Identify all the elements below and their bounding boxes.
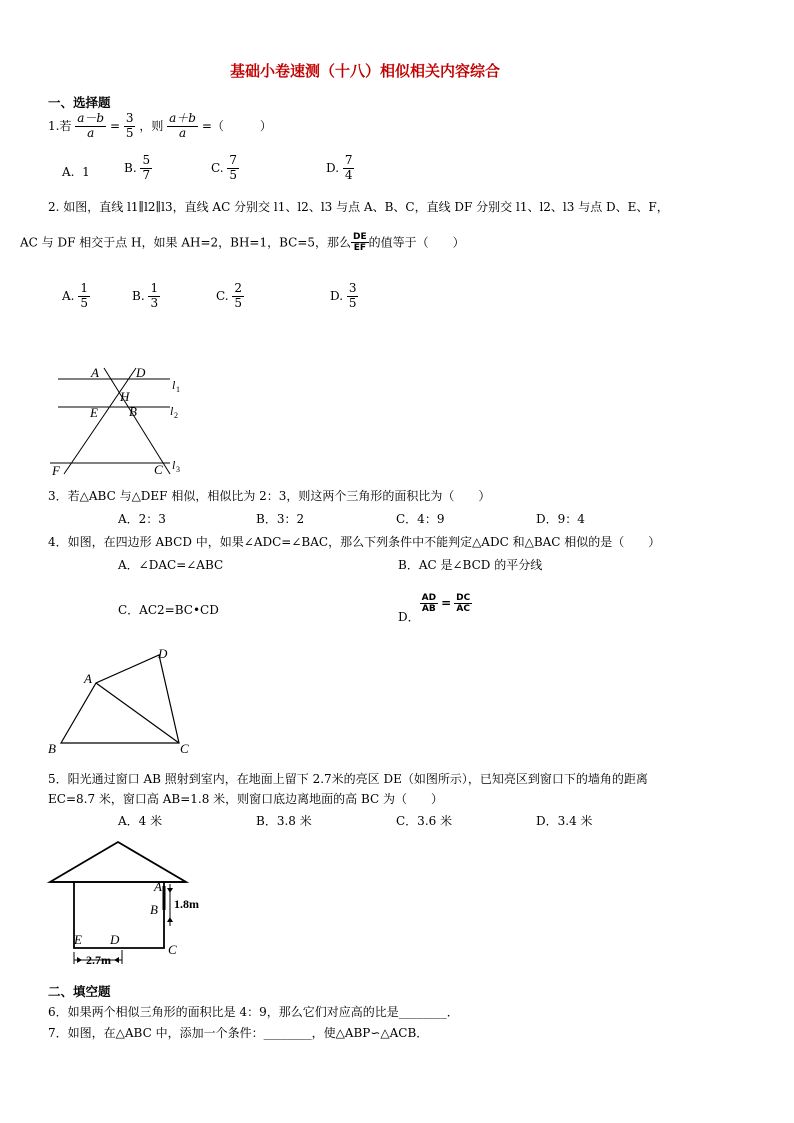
label-C: C	[180, 741, 189, 756]
q1-option-c: C. $\frac{7}{5}$	[211, 153, 238, 182]
q2-option-d: D. $\frac{3}{5}$	[330, 281, 357, 310]
label-l1-sub: 1	[176, 385, 180, 394]
q5-option-d: D．3.4 米	[536, 814, 593, 828]
q1-frac1: $\frac{a-b}{a}$	[77, 111, 105, 140]
label-A: A	[84, 671, 92, 686]
page-title: 基础小卷速测（十八）相似相关内容综合	[230, 62, 501, 80]
q1-frac2: $\frac{3}{5}$	[125, 111, 134, 140]
label-F: F	[52, 463, 60, 478]
q6-text: 6．如果两个相似三角形的面积比是 4：9，那么它们对应高的比是________．	[48, 1005, 459, 1019]
label-ed-length: 2.7m	[86, 953, 111, 967]
q2-frac: $\frac{DE}{EF}$	[353, 232, 367, 254]
q1-frac3: $\frac{a+b}{a}$	[169, 111, 196, 140]
q2-option-c: C. $\frac{2}{5}$	[216, 281, 243, 310]
q4-option-b: B．AC 是∠BCD 的平分线	[398, 558, 543, 572]
label-l2-sub: 2	[174, 411, 178, 420]
q3-option-d: D．9：4	[536, 512, 585, 526]
line-df	[64, 368, 136, 474]
label-H: H	[120, 389, 130, 404]
label-C: C	[154, 462, 163, 477]
label-B: B	[129, 404, 137, 419]
q3-option-b: B．3：2	[256, 512, 305, 526]
line-ac	[104, 368, 170, 474]
q3-option-c: C．4：9	[396, 512, 445, 526]
label-ab-length: 1.8m	[174, 897, 199, 911]
q2-option-b: B. $\frac{1}{3}$	[132, 281, 159, 310]
q5-option-b: B．3.8 米	[256, 814, 312, 828]
q4-option-d: D． $\frac{AD}{AB}$ = $\frac{DC}{AC}$	[398, 593, 471, 625]
q4-d-frac1: $\frac{AD}{AB}$	[421, 593, 437, 615]
label-l3-sub: 3	[176, 465, 180, 474]
q4-option-c: C．AC2=BC•CD	[118, 603, 219, 617]
q5-option-a: A．4 米	[118, 814, 163, 828]
label-A: A	[154, 879, 162, 894]
q1-option-d: D. $\frac{7}{4}$	[326, 153, 353, 182]
q2-option-a: A. $\frac{1}{5}$	[62, 281, 88, 310]
q3-text: 3．若△ABC 与△DEF 相似，相似比为 2：3，则这两个三角形的面积比为（ ）	[48, 489, 491, 503]
label-E: E	[90, 405, 98, 420]
q2-line2: AC 与 DF 相交于点 H，如果 AH=2，BH=1，BC=5，那么 $\frac{DE}{EF}$ 的值等于（ ）	[20, 232, 465, 254]
q4-d-frac2: $\frac{DC}{AC}$	[456, 593, 471, 615]
q1-option-a: A. 1	[62, 165, 90, 179]
q4-text: 4．如图，在四边形 ABCD 中，如果∠ADC=∠BAC，那么下列条件中不能判定△ADC 和△BAC 相似的是（ ）	[48, 535, 661, 549]
label-A: A	[91, 365, 99, 380]
q5-option-c: C．3.6 米	[396, 814, 453, 828]
section-fill-heading: 二、填空题	[48, 984, 111, 999]
roof	[50, 842, 186, 882]
q4-figure	[44, 645, 204, 757]
label-l1: l	[172, 378, 176, 392]
q1-pre: 1.若	[48, 118, 72, 133]
label-E: E	[74, 932, 82, 947]
label-D: D	[110, 932, 120, 947]
q5-line1: 5．阳光通过窗口 AB 照射到室内，在地面上留下 2.7米的亮区 DE（如图所示），已知亮区到窗口下的墙角的距离	[48, 772, 648, 786]
label-B: B	[48, 741, 56, 756]
diagonal-ac	[96, 683, 179, 743]
q2-line1: 2. 如图，直线 l1∥l2∥l3，直线 AC 分别交 l1、l2、l3 与点 A、B、C，直线 DF 分别交 l1、l2、l3 与点 D、E、F，	[48, 200, 669, 214]
label-D: D	[158, 646, 168, 661]
q3-option-a: A．2：3	[118, 512, 166, 526]
label-D: D	[136, 365, 146, 380]
q5-line2: EC=8.7 米，窗口高 AB=1.8 米，则窗口底边离地面的高 BC 为（ ）	[48, 792, 444, 806]
q7-text: 7．如图，在△ABC 中，添加一个条件：________，使△ABP∽△ACB．	[48, 1026, 429, 1040]
label-B: B	[150, 902, 158, 917]
label-l3: l	[172, 458, 176, 472]
label-l2: l	[170, 404, 174, 418]
q2-figure	[40, 360, 200, 478]
q4-option-a: A．∠DAC=∠ABC	[118, 558, 224, 572]
question-1: 1.若 $\frac{a-b}{a}$ = $\frac{3}{5}$ ，则 $\frac{a+b}{a}$ =（ ）	[48, 111, 272, 140]
label-C: C	[168, 942, 177, 957]
q1-option-b: B. $\frac{5}{7}$	[124, 153, 151, 182]
q5-figure	[44, 838, 204, 970]
section-choice-heading: 一、选择题	[48, 95, 111, 110]
